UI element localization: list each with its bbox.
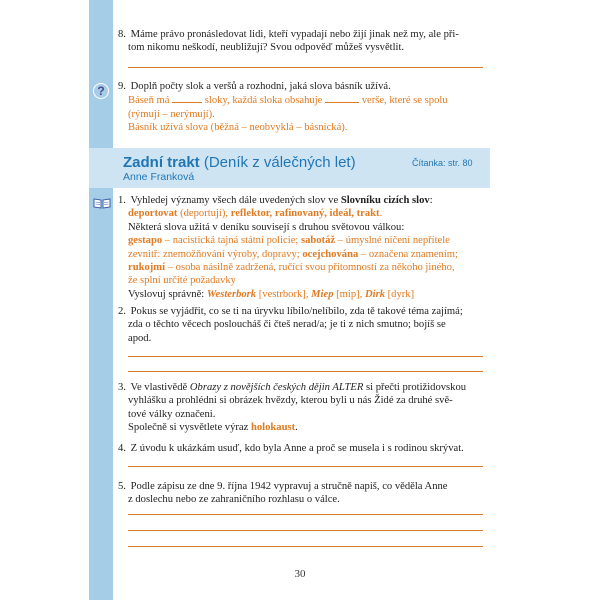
fill-text: verše, které se spolu xyxy=(361,95,448,107)
section-author: Anne Franková xyxy=(123,171,195,183)
stanza-count-blank[interactable] xyxy=(172,93,202,103)
task-2: 2. Pokus se vyjádřit, co se ti na úryvku líbilo/nelíbilo, zda tě takové téma zajímá; zda o těchto věcech posloucháš či čteš nerad/a; je ti z nich smutno; bojíš se apod. xyxy=(118,306,463,344)
section-title: Zadní trakt (Deník z válečných let) xyxy=(123,154,356,171)
dictionary-reference: Slovníku cizích slov xyxy=(340,195,430,206)
question-number: 8. xyxy=(118,29,126,40)
answer-line[interactable] xyxy=(128,514,483,515)
vocab-word: ocejchována xyxy=(302,248,359,260)
task-number: 2. xyxy=(118,306,126,317)
answer-line[interactable] xyxy=(128,466,483,467)
question-text: Doplň počty slok a veršů a rozhodni, jaká slova básník užívá. xyxy=(130,81,391,92)
question-8 xyxy=(118,28,483,55)
verse-count-blank[interactable] xyxy=(325,93,359,103)
word-choice[interactable]: Básník užívá slova (běžná – neobvyklá – básnická). xyxy=(128,122,348,134)
fill-text: Báseň má xyxy=(128,95,170,107)
answer-line[interactable] xyxy=(128,530,483,531)
answer-line[interactable] xyxy=(128,371,483,372)
answer-line[interactable] xyxy=(128,546,483,547)
svg-text:?: ? xyxy=(97,84,105,98)
question-text: tom nikomu neškodí, neubližují? Svou odpověď můžeš vysvětlit. xyxy=(128,42,405,54)
task-3: 3. Ve vlastivědě Obrazy z novějších českých dějin ALTER si přečti protižidovskou vyhlášku a prohlédni si obrázek hvězdy, kterou byli u nás Židé za druhé svě- tové války označeni. Společně si vysvětlete výraz holokaust. xyxy=(118,382,467,434)
question-mark-icon xyxy=(92,82,110,100)
vocab-word: reflektor, rafinovaný, ideál, trakt xyxy=(230,208,380,220)
key-term: holokaust xyxy=(250,422,296,434)
book-title: Obrazy z novějších českých dějin ALTER xyxy=(189,382,364,393)
task-number: 4. xyxy=(118,443,126,454)
page-number: 30 xyxy=(294,568,306,580)
reading-reference: Čítanka: str. 80 xyxy=(412,158,473,168)
question-text: Máme právo pronásledovat lidi, kteří vypadají nebo žijí jinak než my, ale při- xyxy=(130,29,459,40)
sidebar-header-band xyxy=(89,148,113,188)
vocab-word: rukojmí xyxy=(128,262,166,274)
answer-line[interactable] xyxy=(128,67,483,68)
pronunciation-word: Dirk xyxy=(364,288,385,300)
answer-line[interactable] xyxy=(128,356,483,357)
vocab-word: gestapo xyxy=(128,235,163,247)
task-5: 5. Podle zápisu ze dne 9. října 1942 vypravuj a stručně napiš, co věděla Anne z doslechu nebo ze zahraničního rozhlasu o válce. xyxy=(118,481,448,506)
task-1: 1. Vyhledej významy všech dále uvedených slov ve Slovníku cizích slov: deportovat (deportují), reflektor, rafinovaný, ideál, trakt. Některá slova užitá v deníku souvisejí s druhou světovou válkou: gestapo – nacistická tajná státní policie; sabotáž – úmyslné ničení nepřítele zevnitř: znemožňování výroby, dopravy; ocejchována – označena znamením; rukojmí – osoba násilně zadržená, ručící svou přítomností za někoho jiného, že splní určité požadavky Vyslovuj správně: Westerbork [vestrbork], Miep [mip], Dirk [dyrk] xyxy=(118,195,458,300)
task-number: 3. xyxy=(118,382,126,393)
task-number: 5. xyxy=(118,481,126,492)
fill-text: sloky, každá sloka obsahuje xyxy=(204,95,323,107)
rhyme-choice[interactable]: (rýmují – nerýmují). xyxy=(128,108,215,120)
pronunciation-word: Miep xyxy=(311,288,334,300)
open-book-icon xyxy=(92,196,112,210)
question-number: 9. xyxy=(118,81,126,92)
pronunciation-word: Westerbork xyxy=(206,288,257,300)
vocab-word: deportovat xyxy=(128,208,178,220)
task-4: 4. Z úvodu k ukázkám usuď, kdo byla Anne a proč se musela i s rodinou skrývat. xyxy=(118,443,464,454)
task-number: 1. xyxy=(118,195,126,206)
vocab-word: sabotáž xyxy=(301,235,336,247)
question-9 xyxy=(118,80,483,135)
